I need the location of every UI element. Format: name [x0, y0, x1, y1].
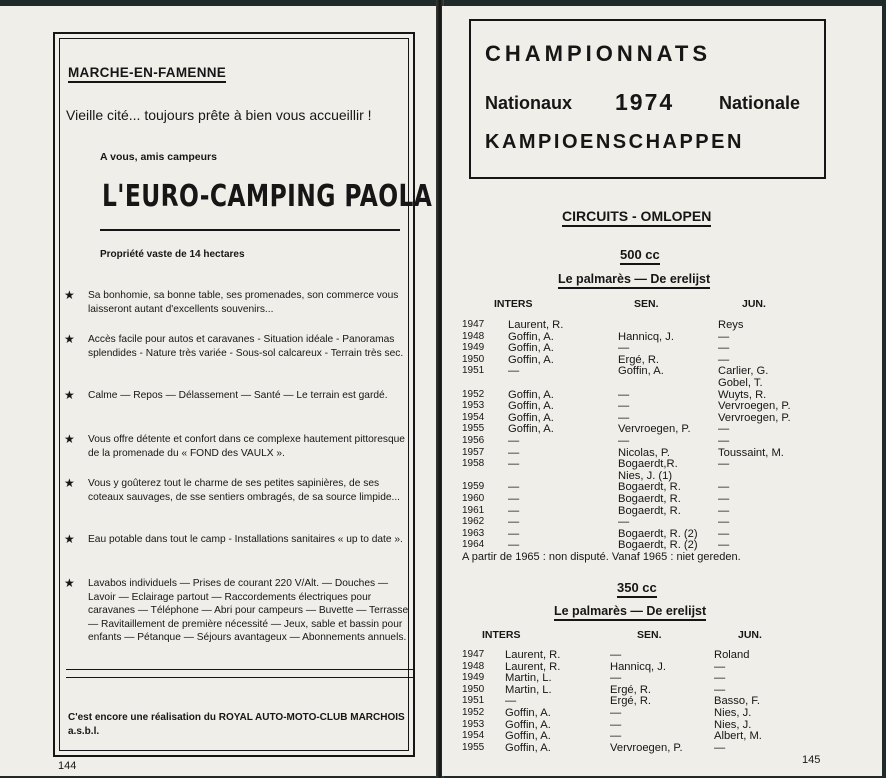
jun-cell: —	[718, 516, 730, 529]
inters-cell: Laurent, R.	[505, 649, 561, 661]
property-size: Propriété vaste de 14 hectares	[100, 249, 245, 260]
sen-cell: Hannicq, J.	[618, 330, 674, 343]
jun-cell: —	[718, 353, 730, 366]
jun-cell: —	[718, 342, 730, 355]
sen-cell: —	[618, 411, 630, 424]
table-row	[442, 342, 882, 354]
inters-cell: Goffin, A.	[505, 730, 551, 743]
table-row	[442, 661, 882, 673]
divider	[66, 677, 413, 678]
jun-cell: —	[714, 741, 726, 754]
jun-cell: Gobel, T.	[718, 377, 763, 389]
table-row	[442, 423, 882, 435]
jun-cell: Wuyts, R.	[718, 388, 767, 401]
col-header-sen: SEN.	[637, 629, 662, 641]
sen-cell: Nies, J. (1)	[618, 469, 673, 482]
sen-cell: Bogaerdt,R.	[618, 458, 678, 471]
jun-cell: —	[718, 481, 730, 494]
year-cell: 1956	[462, 435, 485, 446]
year-cell: 1954	[462, 411, 485, 423]
table-row	[442, 331, 882, 343]
header-line-championnats: CHAMPIONNATS	[485, 41, 712, 66]
camping-brand-name: L'EURO-CAMPING PAOLA	[102, 179, 433, 214]
jun-cell: Basso, F.	[714, 695, 761, 708]
year-cell: 1953	[462, 718, 485, 730]
jun-cell: Toussaint, M.	[718, 446, 784, 459]
jun-cell: —	[714, 672, 726, 685]
inters-cell: —	[505, 695, 517, 708]
year-cell: 1951	[462, 695, 485, 707]
year-cell: 1953	[462, 400, 485, 412]
table-row	[442, 695, 882, 707]
year-cell: 1959	[462, 481, 485, 493]
jun-cell: —	[718, 435, 730, 447]
sen-cell: —	[618, 342, 630, 355]
year-cell: 1964	[462, 539, 485, 551]
inters-cell: Goffin, A.	[505, 718, 551, 731]
jun-cell: —	[714, 660, 726, 673]
inters-cell: Goffin, A.	[508, 388, 554, 401]
table-row	[442, 707, 882, 719]
table-row	[442, 354, 882, 366]
jun-cell: Nies, J.	[714, 718, 752, 731]
sen-cell: —	[610, 672, 622, 685]
table-row	[442, 493, 882, 505]
section-title: CIRCUITS - OMLOPEN	[562, 208, 711, 227]
advertisement-inner-frame	[59, 38, 433, 751]
sen-cell: —	[610, 730, 622, 743]
feature-item: ★ Vous y goûterez tout le charme de ses petites sapinières, de ses coteaux sauvages, de sse sentiers ombragés, de sa source limpide...	[64, 476, 401, 503]
year-cell: 1949	[462, 672, 485, 684]
table-row	[442, 742, 882, 754]
feature-item: ★ Accès facile pour autos et caravanes - Situation idéale - Panoramas splendides - Nature très variée - Sous-sol calcareux - Terrain très sec.	[64, 332, 404, 359]
jun-cell: —	[714, 683, 726, 696]
inters-cell: —	[508, 539, 520, 552]
jun-cell: —	[718, 423, 730, 436]
inters-cell: Laurent, R.	[505, 660, 561, 673]
year-cell: 1957	[462, 446, 485, 458]
table-row	[442, 528, 882, 540]
feature-item: ★ Calme — Repos — Délassement — Santé — Le terrain est gardé.	[64, 388, 388, 402]
table-row	[442, 730, 882, 742]
feature-item: ★ Lavabos individuels — Prises de courant 220 V/Alt. — Douches — Lavoir — Eclairage partout — Raccordements électriques pour caravanes — Téléphone — Abri pour campeurs — Buvette — Terrasse — Ravitaillement de première nécessité — Jeux, sable et bassin pour enfants — Pétanque — Séjours avantageux — Abonnements annuels.	[64, 576, 409, 643]
jun-cell: —	[718, 458, 730, 471]
inters-cell: Goffin, A.	[508, 400, 554, 413]
feature-item: ★ Sa bonhomie, sa bonne table, ses promenades, son commerce vous laisseront autant d'excellents souvenirs...	[64, 288, 399, 315]
table-row	[442, 684, 882, 696]
table-row	[442, 365, 882, 377]
brand-underline	[100, 229, 400, 231]
year-cell: 1954	[462, 730, 485, 742]
jun-cell: Vervroegen, P.	[718, 400, 791, 413]
inters-cell: —	[508, 493, 520, 505]
jun-cell: —	[718, 504, 730, 517]
header-nationale: Nationale	[719, 93, 801, 113]
year-cell: 1948	[462, 660, 485, 672]
table-row	[442, 672, 882, 684]
jun-cell: —	[718, 493, 730, 505]
jun-cell: Reys	[718, 319, 744, 331]
year-cell: 1947	[462, 649, 485, 660]
year-cell: 1952	[462, 388, 485, 400]
inters-cell: Martin, L.	[505, 683, 552, 696]
feature-item: ★ Eau potable dans tout le camp - Installations sanitaires « up to date ».	[64, 532, 403, 546]
table-row	[442, 458, 882, 470]
inters-cell: —	[508, 435, 520, 447]
sen-cell: Ergé, R.	[610, 683, 652, 696]
table-row	[442, 539, 882, 551]
year-cell: 1963	[462, 527, 485, 539]
year-cell: 1955	[462, 741, 485, 753]
page-number: 144	[58, 760, 77, 772]
sen-cell: —	[610, 718, 622, 731]
year-cell: 1947	[462, 319, 485, 330]
jun-cell: Albert, M.	[714, 730, 762, 743]
jun-cell: —	[718, 330, 730, 343]
header-line-kampioenschappen: KAMPIOENSCHAPPEN	[485, 131, 744, 153]
table-row	[442, 400, 882, 412]
inters-cell: Goffin, A.	[508, 342, 554, 355]
sen-cell: —	[618, 388, 630, 401]
right-page	[442, 6, 882, 776]
inters-cell: —	[508, 527, 520, 540]
jun-cell: Roland	[714, 649, 750, 661]
sen-cell: —	[610, 649, 622, 661]
inters-cell: Martin, L.	[505, 672, 552, 685]
left-page	[0, 6, 437, 776]
championship-header-box	[469, 19, 826, 179]
sen-cell: Bogaerdt, R. (2)	[618, 539, 698, 552]
sen-cell: Vervroegen, P.	[610, 741, 683, 754]
star-bullet-icon: ★	[64, 576, 75, 590]
year-cell: 1952	[462, 707, 485, 718]
star-bullet-icon: ★	[64, 476, 75, 490]
camping-advertisement	[53, 32, 433, 757]
table-row	[442, 377, 882, 389]
inters-cell: —	[508, 481, 520, 494]
year-cell: 1951	[462, 365, 485, 377]
year-cell: 1958	[462, 458, 485, 470]
sen-cell: Goffin, A.	[618, 365, 664, 378]
header-year: 1974	[615, 89, 675, 115]
sen-cell: Vervroegen, P.	[618, 423, 691, 436]
inters-cell: Goffin, A.	[508, 353, 554, 366]
col-header-inters: INTERS	[494, 298, 533, 310]
table-row	[442, 481, 882, 493]
inters-cell: —	[508, 365, 520, 378]
sen-cell: Nicolas, P.	[618, 446, 671, 459]
star-bullet-icon: ★	[64, 532, 75, 546]
star-bullet-icon: ★	[64, 332, 75, 346]
class-500-note: A partir de 1965 : non disputé. Vanaf 1965 : niet gereden.	[462, 551, 741, 563]
class-500-subtitle: Le palmarès — De erelijst	[558, 272, 710, 289]
table-row	[442, 412, 882, 424]
sen-cell: Bogaerdt, R. (2)	[618, 527, 698, 540]
town-heading: MARCHE-EN-FAMENNE	[68, 65, 226, 83]
class-500-title: 500 cc	[620, 247, 660, 265]
year-cell: 1948	[462, 330, 485, 342]
town-tagline: Vieille cité... toujours prête à bien vous accueillir !	[66, 107, 372, 123]
campers-greeting: A vous, amis campeurs	[100, 151, 217, 163]
star-bullet-icon: ★	[64, 388, 75, 402]
col-header-sen: SEN.	[634, 298, 659, 310]
jun-cell: —	[718, 539, 730, 552]
jun-cell: —	[718, 527, 730, 540]
year-cell: 1949	[462, 342, 485, 354]
inters-cell: Laurent, R.	[508, 319, 564, 331]
inters-cell: —	[508, 458, 520, 471]
divider	[66, 669, 413, 670]
table-row	[442, 516, 882, 528]
sen-cell: Bogaerdt, R.	[618, 493, 681, 505]
sen-cell: —	[618, 400, 630, 413]
col-header-inters: INTERS	[482, 629, 521, 641]
sen-cell: Bogaerdt, R.	[618, 504, 681, 517]
table-row	[442, 649, 882, 661]
sen-cell: Hannicq, J.	[610, 660, 666, 673]
year-cell: 1961	[462, 504, 485, 516]
year-cell: 1955	[462, 423, 485, 435]
table-row	[442, 319, 882, 331]
star-bullet-icon: ★	[64, 432, 75, 446]
jun-cell: Nies, J.	[714, 707, 752, 719]
header-nationaux: Nationaux	[485, 93, 573, 113]
page-number: 145	[802, 754, 821, 766]
inters-cell: Goffin, A.	[508, 330, 554, 343]
star-bullet-icon: ★	[64, 288, 75, 302]
sen-cell: —	[610, 707, 622, 719]
jun-cell: Carlier, G.	[718, 365, 769, 378]
year-cell: 1950	[462, 683, 485, 695]
table-row	[442, 447, 882, 459]
inters-cell: —	[508, 504, 520, 517]
sen-cell: Bogaerdt, R.	[618, 481, 681, 494]
year-cell: 1962	[462, 516, 485, 528]
table-row	[442, 435, 882, 447]
inters-cell: Goffin, A.	[505, 741, 551, 754]
table-row	[442, 719, 882, 731]
sen-cell: Ergé, R.	[618, 353, 660, 366]
sen-cell: —	[618, 516, 630, 529]
year-cell: 1960	[462, 493, 485, 504]
table-row	[442, 470, 882, 482]
col-header-jun: JUN.	[742, 298, 766, 310]
inters-cell: Goffin, A.	[508, 423, 554, 436]
inters-cell: —	[508, 446, 520, 459]
year-cell: 1950	[462, 353, 485, 365]
advertisement-footer: C'est encore une réalisation du ROYAL AUTO-MOTO-CLUB MARCHOIS a.s.b.l.	[68, 712, 405, 737]
col-header-jun: JUN.	[738, 629, 762, 641]
inters-cell: Goffin, A.	[505, 707, 551, 719]
sen-cell: Ergé, R.	[610, 695, 652, 708]
sen-cell: —	[618, 435, 630, 447]
inters-cell: Goffin, A.	[508, 411, 554, 424]
class-350-subtitle: Le palmarès — De erelijst	[554, 604, 706, 621]
inters-cell: —	[508, 516, 520, 529]
table-row	[442, 389, 882, 401]
class-350-title: 350 cc	[617, 580, 657, 598]
feature-item: ★ Vous offre détente et confort dans ce complexe hautement pittoresque de la promenade du « FOND des VAULX ».	[64, 432, 405, 459]
table-row	[442, 505, 882, 517]
jun-cell: Vervroegen, P.	[718, 411, 791, 424]
